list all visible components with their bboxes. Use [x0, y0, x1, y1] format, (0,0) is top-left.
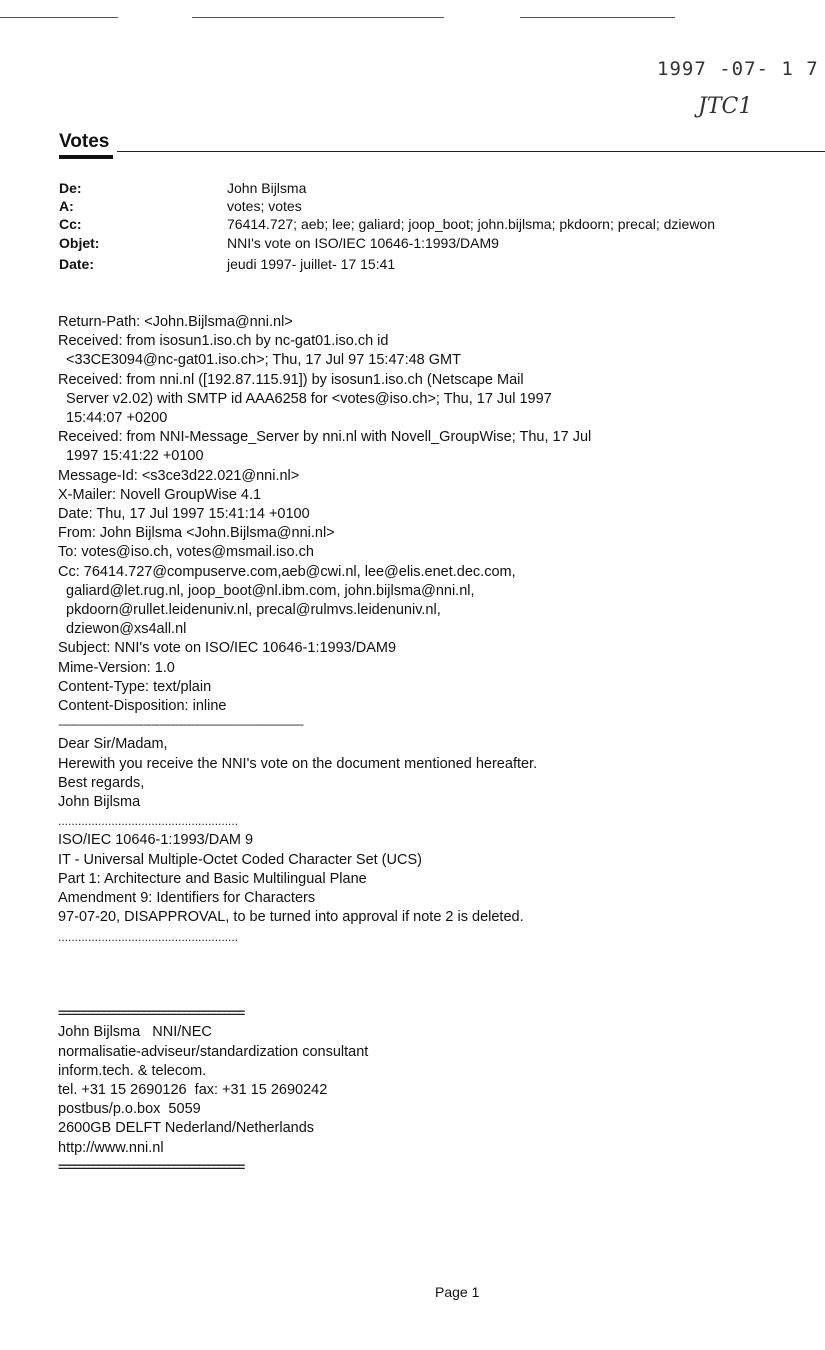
mail-header-line: Date: Thu, 17 Jul 1997 15:41:14 +0100 — [58, 506, 310, 523]
header-label: Date: — [59, 256, 95, 272]
mail-header-line: Return-Path: <John.Bijlsma@nni.nl> — [58, 314, 293, 330]
mail-header-line: Content-Disposition: inline — [58, 698, 227, 715]
handwritten-jtc1-mark: JTC1 — [698, 94, 753, 119]
header-field-subject — [59, 234, 499, 252]
mail-header-line: Content-Type: text/plain — [58, 678, 212, 695]
title-rule — [117, 151, 825, 152]
mail-header-line: <33CE3094@nc-gat01.iso.ch>; Thu, 17 Jul 97 15:47:48 GMT — [58, 352, 461, 369]
mail-header-line: 1997 15:41:22 +0100 — [58, 448, 204, 465]
message-body — [58, 313, 818, 1177]
blank-line — [58, 985, 818, 1004]
mail-header-line: Cc: 76414.727@compuserve.com,aeb@cwi.nl, lee@elis.enet.dec.com, — [58, 563, 516, 580]
vote-line: ISO/IEC 10646-1:1993/DAM 9 — [58, 832, 254, 849]
signature-line: postbus/p.o.box 5059 — [58, 1101, 201, 1118]
signature-line: John Bijlsma NNI/NEC — [58, 1024, 212, 1041]
mail-header-line: To: votes@iso.ch, votes@msmail.iso.ch — [58, 544, 314, 561]
signature-line: tel. +31 15 2690126 fax: +31 15 2690242 — [58, 1082, 328, 1099]
mail-header-line: Subject: NNI's vote on ISO/IEC 10646-1:1993/DAM9 — [58, 640, 397, 657]
signature-line: http://www.nni.nl — [58, 1139, 164, 1156]
signature-line: 2600GB DELFT Nederland/Netherlands — [58, 1120, 315, 1137]
greeting-line: Herewith you receive the NNI's vote on the document mentioned hereafter. — [58, 755, 538, 772]
blank-line — [58, 966, 818, 985]
top-scan-line — [520, 17, 675, 18]
header-value: 76414.727; aeb; lee; galiard; joop_boot; john.bijlsma; pkdoorn; precal; dziewon — [227, 216, 715, 232]
greeting-line: Dear Sir/Madam, — [58, 736, 168, 753]
blank-line — [58, 947, 818, 966]
received-date-stamp: 1997 -07- 1 7 — [657, 58, 819, 80]
vote-line: IT - Universal Multiple-Octet Coded Character Set (UCS) — [58, 851, 422, 868]
vote-line: Part 1: Architecture and Basic Multilingual Plane — [58, 870, 367, 887]
top-scan-line — [192, 17, 444, 18]
header-value: John Bijlsma — [227, 180, 307, 196]
mail-header-line: dziewon@xs4all.nl — [58, 621, 187, 638]
dash-separator: -------------------------------------------------------------------------------------------- — [58, 719, 304, 732]
mail-header-line: Received: from nni.nl ([192.87.115.91]) by isosun1.iso.ch (Netscape Mail — [58, 371, 524, 388]
header-value: votes; votes — [227, 198, 302, 214]
mail-header-line: galiard@let.rug.nl, joop_boot@nl.ibm.com, john.bijlsma@nni.nl, — [58, 582, 475, 599]
mail-header-line: From: John Bijlsma <John.Bijlsma@nni.nl> — [58, 525, 335, 542]
signature-line: normalisatie-adviseur/standardization consultant — [58, 1043, 369, 1060]
header-field-to — [59, 197, 302, 215]
header-label: A: — [59, 198, 74, 214]
vote-line: Amendment 9: Identifiers for Characters — [58, 890, 316, 907]
mail-header-line: Mime-Version: 1.0 — [58, 659, 175, 676]
equals-separator: ===================================== — [58, 1159, 244, 1174]
mail-header-line: 15:44:07 +0200 — [58, 410, 168, 427]
title-underline-bar — [59, 155, 113, 159]
header-label: Cc: — [59, 216, 82, 232]
greeting-line: Best regards, — [58, 774, 145, 791]
header-label: Objet: — [59, 235, 100, 251]
header-field-cc — [59, 215, 715, 233]
top-scan-line — [0, 17, 118, 18]
mail-header-line: Server v2.02) with SMTP id AAA6258 for <votes@iso.ch>; Thu, 17 Jul 1997 — [58, 390, 552, 407]
header-value: jeudi 1997- juillet- 17 15:41 — [227, 256, 396, 272]
document-title: Votes — [59, 131, 110, 152]
header-label: De: — [59, 180, 82, 196]
page-number: Page 1 — [435, 1284, 480, 1300]
mail-header-line: Received: from NNI-Message_Server by nni.nl with Novell_GroupWise; Thu, 17 Jul — [58, 429, 592, 446]
mail-header-line: Received: from isosun1.iso.ch by nc-gat01.iso.ch id — [58, 333, 389, 350]
vote-line: 97-07-20, DISAPPROVAL, to be turned into approval if note 2 is deleted. — [58, 909, 524, 926]
dot-separator: ...................................................... — [58, 929, 239, 944]
equals-separator: ===================================== — [58, 1006, 244, 1021]
mail-header-line: X-Mailer: Novell GroupWise 4.1 — [58, 486, 262, 503]
mail-header-line: Message-Id: <s3ce3d22.021@nni.nl> — [58, 467, 300, 484]
mail-header-line: pkdoorn@rullet.leidenuniv.nl, precal@rulmvs.leidenuniv.nl, — [58, 602, 441, 619]
header-field-date — [59, 255, 395, 273]
header-field-from — [59, 179, 306, 197]
signature-line: inform.tech. & telecom. — [58, 1062, 207, 1079]
greeting-line: John Bijlsma — [58, 794, 141, 811]
dot-separator: ...................................................... — [58, 814, 239, 829]
header-value: NNI's vote on ISO/IEC 10646-1:1993/DAM9 — [227, 235, 499, 251]
